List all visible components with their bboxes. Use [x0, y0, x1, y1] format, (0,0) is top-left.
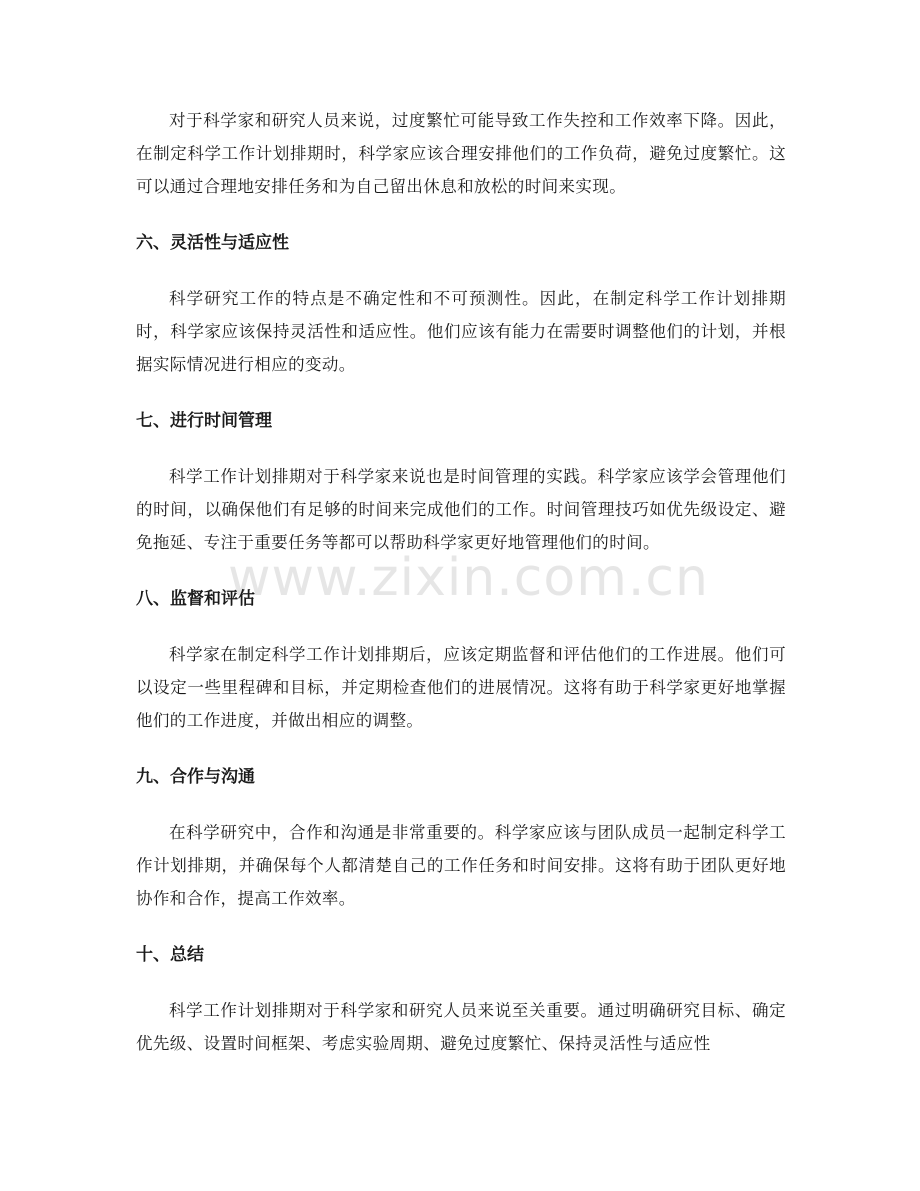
heading-time-management: 七、进行时间管理	[136, 411, 272, 431]
document-page	[136, 104, 786, 1060]
paragraph-collaboration: 在科学研究中，合作和沟通是非常重要的。科学家应该与团队成员一起制定科学工作计划排期，并确保每个人都清楚自己的工作任务和时间安排。这将有助于团队更好地协作和合作，提高工作效率。	[136, 823, 786, 908]
paragraph-flexibility: 科学研究工作的特点是不确定性和不可预测性。因此，在制定科学工作计划排期时，科学家应该保持灵活性和适应性。他们应该有能力在需要时调整他们的计划，并根据实际情况进行相应的变动。	[136, 289, 786, 374]
heading-monitoring: 八、监督和评估	[136, 589, 255, 609]
heading-collaboration: 九、合作与沟通	[136, 767, 255, 787]
heading-flexibility: 六、灵活性与适应性	[136, 233, 289, 253]
paragraph-monitoring: 科学家在制定科学工作计划排期后，应该定期监督和评估他们的工作进展。他们可以设定一些里程碑和目标，并定期检查他们的进展情况。这将有助于科学家更好地掌握他们的工作进度，并做出相应的调整。	[136, 645, 786, 730]
heading-summary: 十、总结	[136, 945, 204, 965]
paragraph-time-management: 科学工作计划排期对于科学家来说也是时间管理的实践。科学家应该学会管理他们的时间，以确保他们有足够的时间来完成他们的工作。时间管理技巧如优先级设定、避免拖延、专注于重要任务等都可以帮助科学家更好地管理他们的时间。	[136, 467, 786, 552]
paragraph-summary: 科学工作计划排期对于科学家和研究人员来说至关重要。通过明确研究目标、确定优先级、设置时间框架、考虑实验周期、避免过度繁忙、保持灵活性与适应性	[136, 1001, 786, 1053]
paragraph-avoid-overwork: 对于科学家和研究人员来说，过度繁忙可能导致工作失控和工作效率下降。因此，在制定科学工作计划排期时，科学家应该合理安排他们的工作负荷，避免过度繁忙。这可以通过合理地安排任务和为自己留出休息和放松的时间来实现。	[136, 111, 786, 196]
watermark: www.zixin.com.cn	[228, 548, 709, 608]
